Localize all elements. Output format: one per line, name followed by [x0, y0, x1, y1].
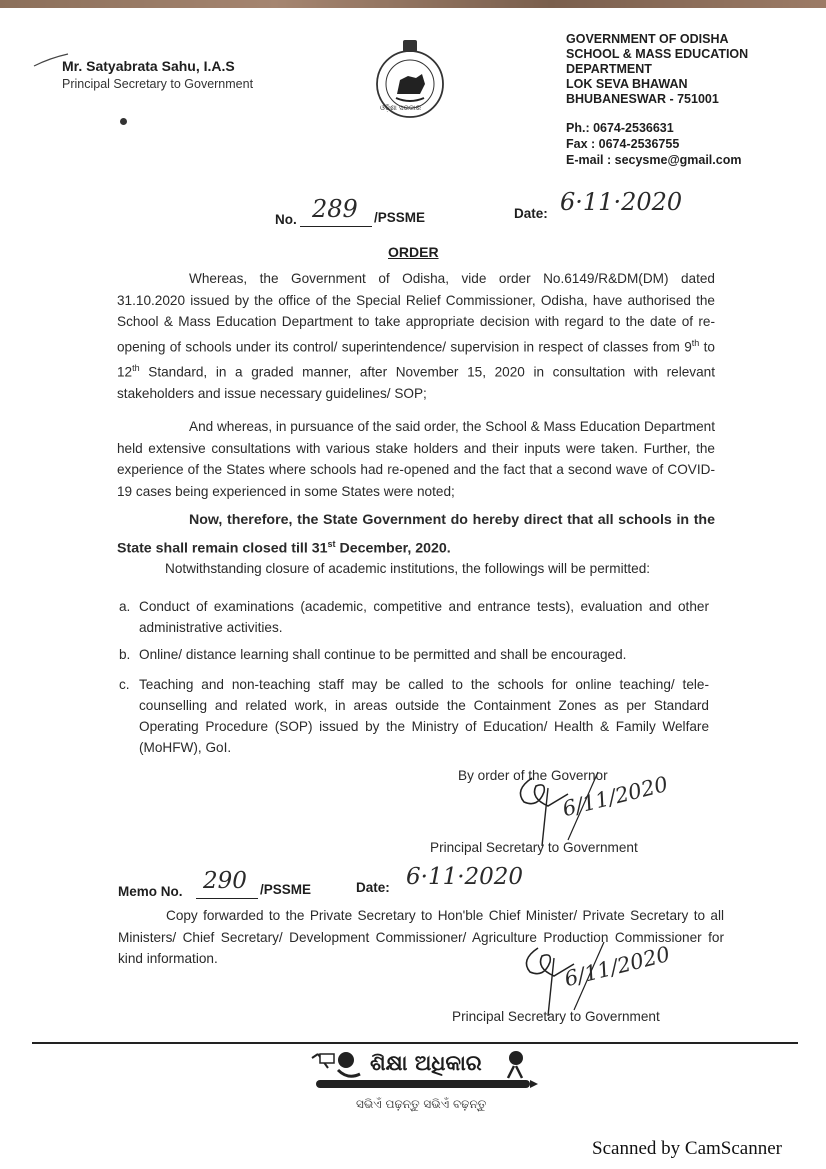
memo-date-label: Date: — [356, 880, 390, 895]
footer-slogan: ସଭିଏଁ ପଢ଼ନ୍ତୁ ସଭିଏଁ ବଢ଼ନ୍ତୁ — [356, 1097, 487, 1111]
paragraph-whereas — [117, 268, 715, 404]
p1-text: Standard, in a graded manner, after November 15, 2020 in consultation with relevant stakeholders and issue necessary guidelines/ SOP; — [117, 364, 715, 401]
list-text: Conduct of examinations (academic, competitive and entrance tests), evaluation and other administrative activities. — [139, 599, 709, 635]
memo-no-underline — [196, 898, 258, 899]
department-address — [566, 32, 748, 107]
p3-text: Now, therefore, the State Government do hereby direct that all schools in the State shall remain closed till 31 — [117, 512, 715, 557]
phone-number: Ph.: 0674-2536631 — [566, 121, 674, 135]
dept-line: GOVERNMENT OF ODISHA — [566, 32, 729, 46]
paragraph-and-whereas: And whereas, in pursuance of the said order, the School & Mass Education Department held extensive consultations with various stake holders and their inputs were taken. Further, the experience of the States where schools had re-opened and the fact that a second wave of COVID-19 cases being experienced in some States were noted; — [117, 419, 715, 499]
ink-dot — [120, 118, 127, 125]
scanner-watermark: Scanned by CamScanner — [592, 1138, 782, 1159]
emblem-caption: ଓଡ଼ିଶା ସରକାର — [380, 104, 421, 112]
paragraph-notwithstanding: Notwithstanding closure of academic institutions, the followings will be permitted: — [165, 561, 651, 576]
sender-name: Mr. Satyabrata Sahu, I.A.S — [62, 58, 235, 74]
sender-title: Principal Secretary to Government — [62, 77, 254, 91]
p1-superscript: th — [132, 362, 140, 373]
p1-text: to 12 — [117, 339, 715, 380]
order-no-suffix: /PSSME — [374, 210, 426, 225]
memo-signature-date: 6/11/2020 — [562, 941, 673, 992]
paragraph-direction — [117, 508, 715, 561]
memo-no-handwritten: 290 — [203, 868, 247, 894]
order-no-handwritten: 289 — [312, 195, 358, 223]
email-address: E-mail : secysme@gmail.com — [566, 153, 742, 167]
by-order-of-governor: By order of the Governor — [458, 768, 608, 783]
list-letter: c. — [119, 677, 130, 692]
memo-date-handwritten: 6·11·2020 — [406, 864, 524, 890]
memo-no-label: Memo No. — [118, 884, 183, 899]
footer-divider — [32, 1042, 798, 1044]
order-date-handwritten: 6·11·2020 — [560, 188, 683, 216]
pen-stroke-mark — [32, 52, 72, 72]
list-text: Teaching and non-teaching staff may be called to the schools for online teaching/ tele-counselling and related work, in areas outside the Containment Zones as per Standard Operating Procedure (SOP) issued by the Ministry of Education/ Health & Family Welfare (MoHFW), GoI. — [139, 677, 709, 755]
list-item — [119, 644, 709, 665]
memo-text: Copy forwarded to the Private Secretary to Hon'ble Chief Minister/ Private Secretary to all Ministers/ Chief Secretary/ Development Commissioner/ Agriculture Production Commissioner for kind information. — [118, 908, 724, 966]
signature-date: 6/11/2020 — [560, 771, 671, 822]
p1-text: Whereas, the Government of Odisha, vide order No.6149/R&DM(DM) dated 31.10.2020 issued by the office of the Special Relief Commissioner, Odisha, have authorised the School & Mass Education Department to take appropriate decision with regard to the date of re-opening of schools under its control/ superintendence/ supervision in respect of classes from 9 — [117, 271, 715, 355]
order-no-underline — [300, 226, 372, 227]
list-item — [119, 596, 709, 638]
dept-line: LOK SEVA BHAWAN — [566, 77, 688, 91]
order-heading: ORDER — [388, 244, 439, 260]
fax-number: Fax : 0674-2536755 — [566, 137, 680, 151]
list-item — [119, 674, 709, 758]
scan-top-edge — [0, 0, 826, 8]
order-date-label: Date: — [514, 206, 548, 221]
list-letter: a. — [119, 599, 131, 614]
list-letter: b. — [119, 647, 131, 662]
list-text: Online/ distance learning shall continue to be permitted and shall be encouraged. — [139, 647, 627, 662]
dept-line: BHUBANESWAR - 751001 — [566, 92, 719, 106]
memo-signatory-designation: Principal Secretary to Government — [452, 1009, 660, 1024]
p3-superscript: st — [327, 539, 336, 549]
signatory-designation: Principal Secretary to Government — [430, 840, 638, 855]
dept-line: SCHOOL & MASS EDUCATION — [566, 47, 749, 61]
order-no-label: No. — [275, 212, 297, 227]
p1-superscript: th — [691, 337, 700, 348]
footer-logo-text: ଶିକ୍ଷା ଅଧିକାର — [370, 1051, 482, 1075]
contact-details — [566, 120, 741, 168]
dept-line: DEPARTMENT — [566, 62, 652, 76]
p3-text: December, 2020. — [335, 540, 451, 557]
memo-no-suffix: /PSSME — [260, 882, 312, 897]
